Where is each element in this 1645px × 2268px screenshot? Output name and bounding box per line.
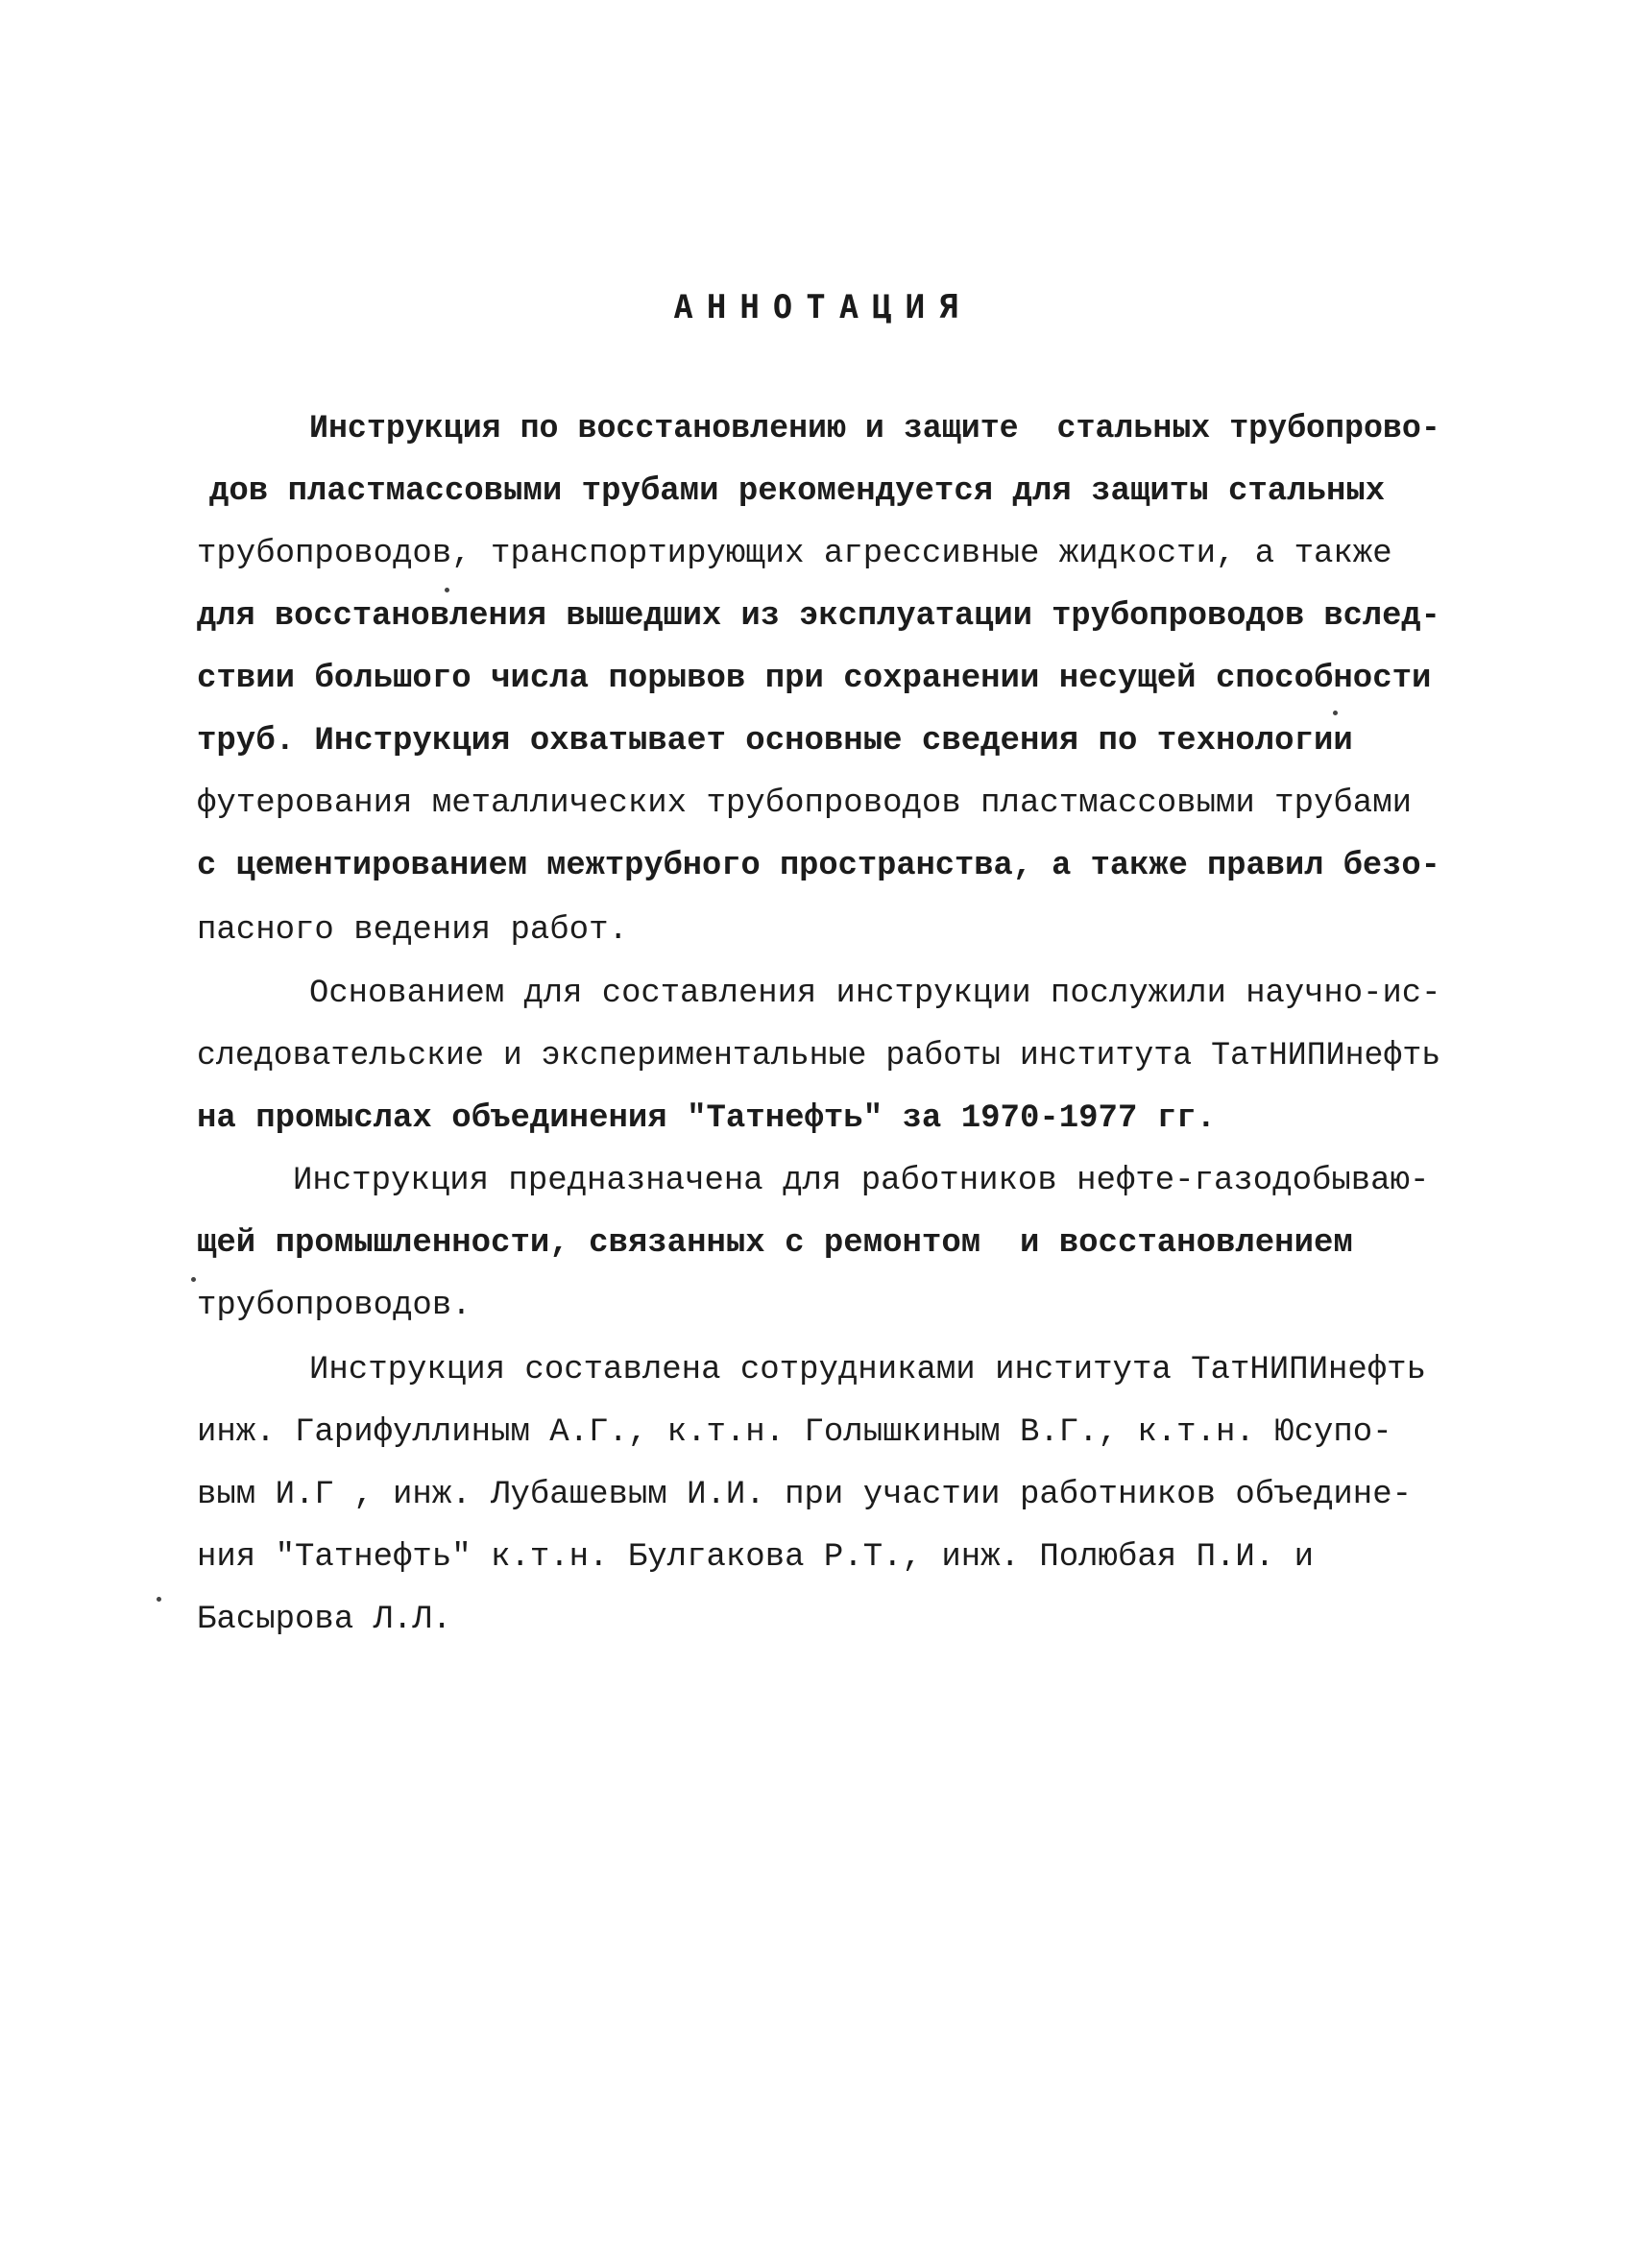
text-line: Басырова Л.Л. [197, 1602, 452, 1638]
ink-speck [1333, 711, 1338, 715]
text-line: ствии большого числа порывов при сохранении несущей способности [197, 661, 1432, 697]
ink-speck [191, 1277, 196, 1282]
text-line: трубопроводов, транспортирующих агрессивные жидкости, а также [197, 536, 1392, 572]
ink-speck [445, 588, 449, 592]
text-line: на промыслах объединения "Татнефть" за 1970-1977 гг. [197, 1100, 1216, 1137]
text-line: инж. Гарифуллиным А.Г., к.т.н. Голышкиным В.Г., к.т.н. Юсупо- [197, 1414, 1392, 1451]
text-line: дов пластмассовыми трубами рекомендуется для защиты стальных [209, 473, 1386, 510]
text-line: трубопроводов. [197, 1288, 472, 1324]
text-line: для восстановления вышедших из эксплуатации трубопроводов вслед- [197, 598, 1440, 635]
text-line: Инструкция составлена сотрудниками института ТатНИПИнефть [309, 1352, 1426, 1388]
text-line: Основанием для составления инструкции послужили научно-ис- [309, 976, 1441, 1012]
text-line: труб. Инструкция охватывает основные сведения по технологии [197, 723, 1353, 760]
text-line: с цементированием межтрубного пространства, а также правил безо- [197, 848, 1440, 884]
text-line: футерования металлических трубопроводов пластмассовыми трубами [197, 785, 1413, 822]
ink-speck [157, 1597, 161, 1602]
text-line: пасного ведения работ. [197, 912, 628, 949]
text-line: Инструкция предназначена для работников нефте-газодобываю- [293, 1163, 1430, 1199]
text-line: ния "Татнефть" к.т.н. Булгакова Р.Т., инж. Полюбая П.И. и [197, 1539, 1314, 1576]
text-line: вым И.Г , инж. Лубашевым И.И. при участии работников объедине- [197, 1477, 1413, 1513]
text-line: Инструкция по восстановлению и защите стальных трубопрово- [309, 411, 1440, 447]
annotation-title: АННОТАЦИЯ [673, 288, 972, 326]
text-line: щей промышленности, связанных с ремонтом и восстановлением [197, 1225, 1353, 1262]
text-line: следовательские и экспериментальные работы института ТатНИПИнефть [197, 1038, 1441, 1074]
